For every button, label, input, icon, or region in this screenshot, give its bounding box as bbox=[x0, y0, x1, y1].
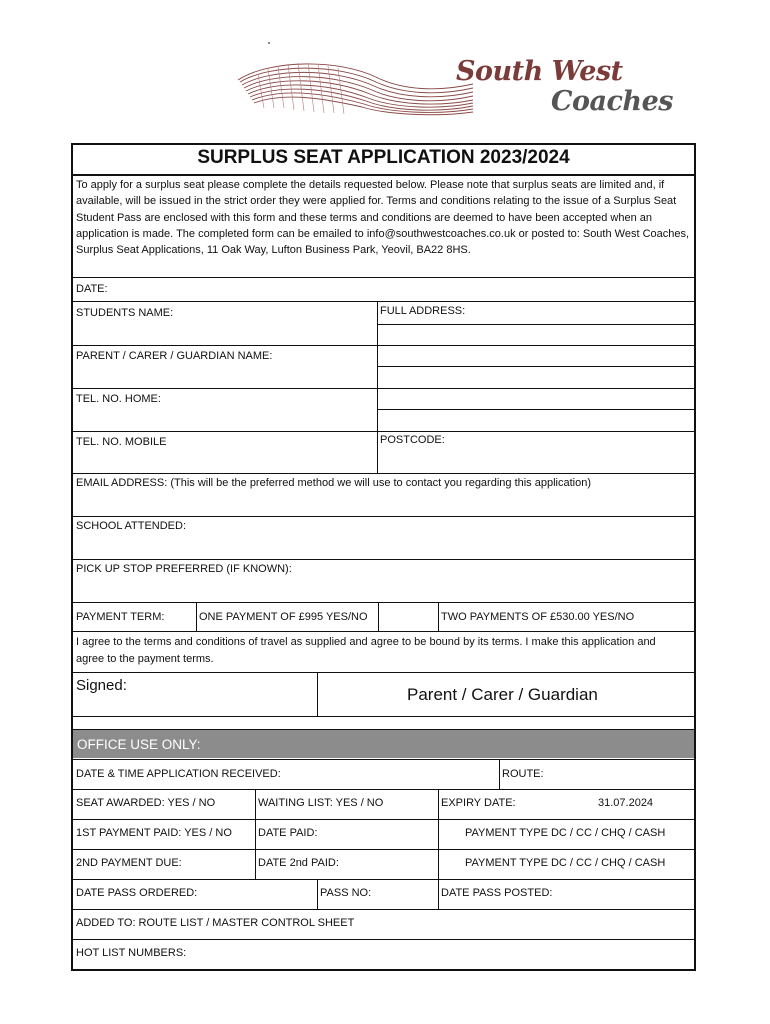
first-payment-label: 1ST PAYMENT PAID: YES / NO bbox=[76, 827, 232, 839]
parent-name-label: PARENT / CARER / GUARDIAN NAME: bbox=[76, 350, 273, 362]
expiry-date-label: EXPIRY DATE: bbox=[441, 797, 516, 809]
divider bbox=[377, 366, 695, 367]
signatory-label: Parent / Carer / Guardian bbox=[407, 685, 598, 704]
pickup-label: PICK UP STOP PREFERRED (IF KNOWN): bbox=[76, 563, 292, 575]
payment-type-2: PAYMENT TYPE DC / CC / CHQ / CASH bbox=[465, 857, 666, 869]
swoosh-logo-icon bbox=[228, 58, 478, 124]
expiry-date-value: 31.07.2024 bbox=[598, 797, 654, 809]
divider bbox=[71, 559, 696, 560]
divider bbox=[71, 672, 696, 673]
full-address-label: FULL ADDRESS: bbox=[380, 305, 466, 317]
form-frame bbox=[71, 143, 696, 971]
divider bbox=[71, 939, 696, 940]
date-label: DATE: bbox=[76, 283, 108, 295]
date-2nd-paid-label: DATE 2nd PAID: bbox=[258, 857, 339, 869]
divider bbox=[71, 729, 696, 730]
second-payment-label: 2ND PAYMENT DUE: bbox=[76, 857, 182, 869]
divider bbox=[71, 345, 696, 346]
divider bbox=[438, 602, 439, 631]
logo-text-line2: Coaches bbox=[551, 86, 673, 117]
form-title: SURPLUS SEAT APPLICATION 2023/2024 bbox=[197, 147, 570, 168]
divider bbox=[71, 602, 696, 603]
divider bbox=[438, 879, 439, 909]
route-label: ROUTE: bbox=[502, 768, 544, 780]
divider bbox=[377, 324, 695, 325]
tel-mobile-label: TEL. NO. MOBILE bbox=[76, 436, 167, 448]
divider bbox=[255, 789, 256, 879]
divider bbox=[71, 516, 696, 517]
seat-awarded-label: SEAT AWARDED: YES / NO bbox=[76, 797, 216, 809]
divider bbox=[71, 174, 696, 176]
divider bbox=[71, 277, 696, 278]
tel-home-label: TEL. NO. HOME: bbox=[76, 393, 161, 405]
stray-dot bbox=[268, 42, 270, 44]
signed-label: Signed: bbox=[76, 677, 127, 694]
divider bbox=[377, 409, 695, 410]
one-payment-option: ONE PAYMENT OF £995 YES/NO bbox=[199, 611, 368, 623]
divider bbox=[71, 473, 696, 474]
divider bbox=[71, 909, 696, 910]
divider bbox=[317, 672, 318, 716]
date-pass-posted-label: DATE PASS POSTED: bbox=[441, 887, 553, 899]
office-use-title: OFFICE USE ONLY: bbox=[77, 737, 201, 752]
divider bbox=[438, 789, 439, 879]
divider bbox=[317, 879, 318, 909]
two-payments-option: TWO PAYMENTS OF £530.00 YES/NO bbox=[441, 611, 635, 623]
divider bbox=[71, 849, 696, 850]
divider bbox=[71, 789, 696, 790]
added-to-label: ADDED TO: ROUTE LIST / MASTER CONTROL SHEET bbox=[76, 917, 355, 929]
divider bbox=[71, 759, 696, 760]
logo-text-line1: South West bbox=[456, 56, 623, 87]
pass-no-label: PASS NO: bbox=[320, 887, 372, 899]
agree-text: I agree to the terms and conditions of travel as supplied and agree to be bound by its terms. I make this application and agree to the payment terms. bbox=[76, 636, 656, 665]
email-label: EMAIL ADDRESS: (This will be the preferred method we will use to contact you regarding this application) bbox=[76, 477, 591, 489]
date-time-received-label: DATE & TIME APPLICATION RECEIVED: bbox=[76, 768, 281, 780]
payment-term-label: PAYMENT TERM: bbox=[76, 611, 165, 623]
payment-type-1: PAYMENT TYPE DC / CC / CHQ / CASH bbox=[465, 827, 666, 839]
divider bbox=[71, 631, 696, 632]
divider bbox=[71, 716, 696, 717]
waiting-list-label: WAITING LIST: YES / NO bbox=[258, 797, 384, 809]
date-pass-ordered-label: DATE PASS ORDERED: bbox=[76, 887, 198, 899]
hot-list-label: HOT LIST NUMBERS: bbox=[76, 947, 187, 959]
students-name-label: STUDENTS NAME: bbox=[76, 307, 174, 319]
school-label: SCHOOL ATTENDED: bbox=[76, 520, 187, 532]
divider bbox=[71, 819, 696, 820]
postcode-label: POSTCODE: bbox=[380, 434, 445, 446]
divider bbox=[71, 388, 696, 389]
divider bbox=[377, 301, 378, 473]
intro-text: To apply for a surplus seat please complete the details requested below. Please note that surplus seats are limited and, if available, will be issued in the strict order they were applied for. Terms and conditions relating to the issue of a Surplus Seat Student Pass are enclosed with this form and these terms and conditions are deemed to have been accepted when an application is made. The completed form can be emailed to info@southwestcoaches.co.uk or posted to: South West Coaches, Surplus Seat Applications, 11 Oak Way, Lufton Business Park, Yeovil, BA22 8HS. bbox=[76, 179, 690, 257]
divider bbox=[378, 602, 379, 631]
divider bbox=[196, 602, 197, 631]
divider bbox=[71, 431, 696, 432]
divider bbox=[71, 301, 696, 302]
date-paid-label: DATE PAID: bbox=[258, 827, 318, 839]
divider bbox=[71, 879, 696, 880]
divider bbox=[499, 759, 500, 789]
